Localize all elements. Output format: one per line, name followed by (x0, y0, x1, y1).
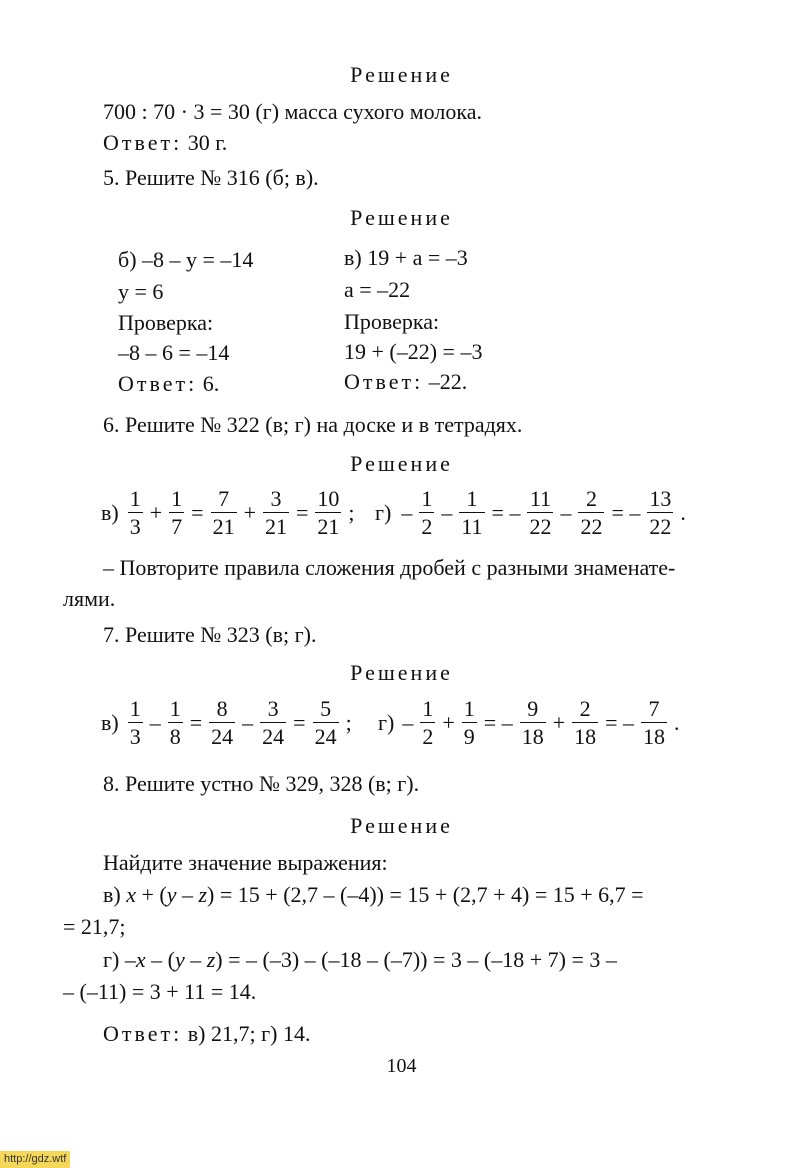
operator: . (680, 500, 686, 525)
denominator: 3 (129, 514, 141, 539)
task5-v-answer (344, 371, 467, 393)
numerator: 11 (529, 486, 552, 511)
numerator: 3 (270, 486, 282, 511)
operator: ; (345, 710, 352, 735)
denominator: 21 (264, 514, 287, 539)
expression-label: г) (375, 500, 392, 525)
watermark-link[interactable]: http://gdz.wtf (0, 1151, 70, 1168)
expr-part: г) – (103, 947, 136, 972)
fraction (420, 698, 435, 748)
denominator: 22 (529, 514, 552, 539)
numerator: 2 (585, 486, 597, 511)
task8-g-line1 (103, 949, 617, 971)
answer-value: –22. (428, 369, 468, 394)
operator: – (441, 500, 453, 525)
numerator: 1 (463, 696, 475, 721)
expr-part: – (184, 947, 207, 972)
answer-value: 6. (202, 371, 220, 396)
fraction-expression (397, 488, 690, 538)
task5-b-answer (118, 373, 219, 395)
denominator: 21 (212, 514, 235, 539)
task6-title: 6. Решите № 322 (в; г) на доске и в тетрадях. (103, 412, 523, 437)
milk-mass-line: 700 : 70 · 3 = 30 (г) масса сухого молока. (103, 99, 482, 124)
expression-label: в) (101, 710, 119, 735)
fraction-expression (125, 698, 356, 748)
fraction (128, 488, 143, 538)
task5-v-check: 19 + (–22) = –3 (344, 339, 483, 364)
task8-v-line1 (103, 884, 644, 906)
heading-solution-3: Решение (350, 451, 453, 476)
fraction (260, 698, 286, 748)
operator: = – (605, 710, 635, 735)
fraction (572, 698, 598, 748)
numerator: 7 (218, 486, 230, 511)
denominator: 8 (169, 724, 181, 749)
operator: = (295, 500, 309, 525)
denominator: 22 (649, 514, 672, 539)
task5-v-equation: в) 19 + а = –3 (344, 245, 468, 270)
fraction (169, 488, 184, 538)
numerator: 7 (648, 696, 660, 721)
denominator: 18 (574, 724, 597, 749)
fraction-expression (125, 488, 359, 538)
operator: + (149, 500, 163, 525)
expression-label: в) (101, 500, 119, 525)
fraction (168, 698, 183, 748)
numerator: 8 (216, 696, 228, 721)
operator: = (191, 500, 204, 525)
fraction (647, 488, 673, 538)
fraction (263, 488, 289, 538)
denominator: 3 (129, 724, 141, 749)
numerator: 3 (267, 696, 279, 721)
answer-label: Ответ: (118, 371, 198, 396)
fraction (315, 488, 341, 538)
answer-label: Ответ: (344, 369, 424, 394)
expr-part: ) = – (–3) – (–18 – (–7)) = 3 – (–18 + 7) = 3 – (215, 947, 617, 972)
numerator: 5 (320, 696, 332, 721)
fraction-expression (398, 698, 683, 748)
task5-v-result: а = –22 (344, 277, 411, 302)
denominator: 24 (262, 724, 285, 749)
task5-b-result: у = 6 (118, 279, 164, 304)
operator: + (552, 710, 566, 735)
denominator: 18 (521, 724, 544, 749)
operator: . (674, 710, 680, 735)
operator: = – (483, 710, 513, 735)
expr-part: + ( (135, 882, 167, 907)
task8-v-line2: = 21,7; (63, 914, 126, 939)
operator: + (243, 500, 256, 525)
numerator: 2 (579, 696, 591, 721)
fraction (128, 698, 143, 748)
answer-value: в) 21,7; г) 14. (187, 1021, 311, 1046)
fraction (459, 488, 484, 538)
expr-part: в) (103, 882, 127, 907)
numerator: 9 (527, 696, 539, 721)
fraction (578, 488, 604, 538)
numerator: 1 (466, 486, 478, 511)
task6-note-line1: – Повторите правила сложения дробей с разными знаменате- (103, 555, 676, 580)
task5-b-check: –8 – 6 = –14 (118, 340, 230, 365)
denominator: 24 (211, 724, 234, 749)
task5-b-check-label: Проверка: (118, 310, 214, 335)
operator: = (293, 710, 306, 735)
operator: ; (348, 500, 355, 525)
heading-solution-5: Решение (350, 813, 453, 838)
fraction (520, 698, 546, 748)
variable-z: z (198, 882, 208, 907)
task5-b-equation: б) –8 – у = –14 (118, 247, 254, 272)
answer-label: Ответ: (103, 1021, 183, 1046)
answer-label: Ответ: (103, 130, 183, 155)
numerator: 1 (422, 696, 434, 721)
operator: – (242, 710, 254, 735)
numerator: 1 (129, 696, 141, 721)
variable-x: x (126, 882, 136, 907)
task6-g-expression (375, 488, 690, 538)
task6-note-line2: лями. (63, 586, 116, 611)
numerator: 13 (649, 486, 672, 511)
denominator: 9 (463, 724, 475, 749)
operator: – (560, 500, 572, 525)
operator: = (189, 710, 203, 735)
fraction (211, 488, 237, 538)
operator: + (442, 710, 455, 735)
task6-v-expression (101, 488, 359, 538)
denominator: 7 (171, 514, 183, 539)
numerator: 1 (421, 486, 433, 511)
task8-answer (103, 1023, 310, 1045)
variable-y: y (166, 882, 177, 907)
denominator: 2 (421, 514, 433, 539)
variable-x: x (135, 947, 146, 972)
expr-part: – ( (145, 947, 175, 972)
fraction (527, 488, 553, 538)
denominator: 21 (317, 514, 340, 539)
heading-solution-4: Решение (350, 660, 453, 685)
denominator: 18 (643, 724, 666, 749)
denominator: 22 (580, 514, 603, 539)
expr-part: ) = 15 + (2,7 – (–4)) = 15 + (2,7 + 4) = 15 + 6,7 = (207, 882, 644, 907)
heading-solution-1: Решение (350, 62, 453, 87)
task7-g-expression (378, 698, 684, 748)
operator: – (401, 500, 413, 525)
task8-g-line2: – (–11) = 3 + 11 = 14. (63, 979, 257, 1004)
numerator: 1 (169, 696, 181, 721)
fraction (462, 698, 477, 748)
answer-value: 30 г. (187, 130, 228, 155)
fraction (209, 698, 235, 748)
answer-1 (103, 132, 227, 154)
task8-title: 8. Решите устно № 329, 328 (в; г). (103, 771, 420, 796)
variable-y: y (174, 947, 185, 972)
task7-v-expression (101, 698, 356, 748)
operator: – (149, 710, 161, 735)
fraction (419, 488, 434, 538)
task7-title: 7. Решите № 323 (в; г). (103, 622, 317, 647)
denominator: 11 (461, 514, 483, 539)
task5-v-check-label: Проверка: (344, 309, 440, 334)
expr-part: – (176, 882, 199, 907)
fraction (313, 698, 339, 748)
page-number: 104 (386, 1055, 417, 1077)
operator: = – (491, 500, 521, 525)
numerator: 1 (171, 486, 183, 511)
numerator: 10 (317, 486, 340, 511)
operator: – (402, 710, 414, 735)
heading-solution-2: Решение (350, 205, 453, 230)
operator: = – (611, 500, 641, 525)
task8-intro: Найдите значение выражения: (103, 850, 388, 875)
task5-title: 5. Решите № 316 (б; в). (103, 165, 319, 190)
expression-label: г) (378, 710, 395, 735)
denominator: 2 (422, 724, 434, 749)
numerator: 1 (129, 486, 141, 511)
denominator: 24 (314, 724, 337, 749)
fraction (641, 698, 667, 748)
variable-z: z (206, 947, 216, 972)
